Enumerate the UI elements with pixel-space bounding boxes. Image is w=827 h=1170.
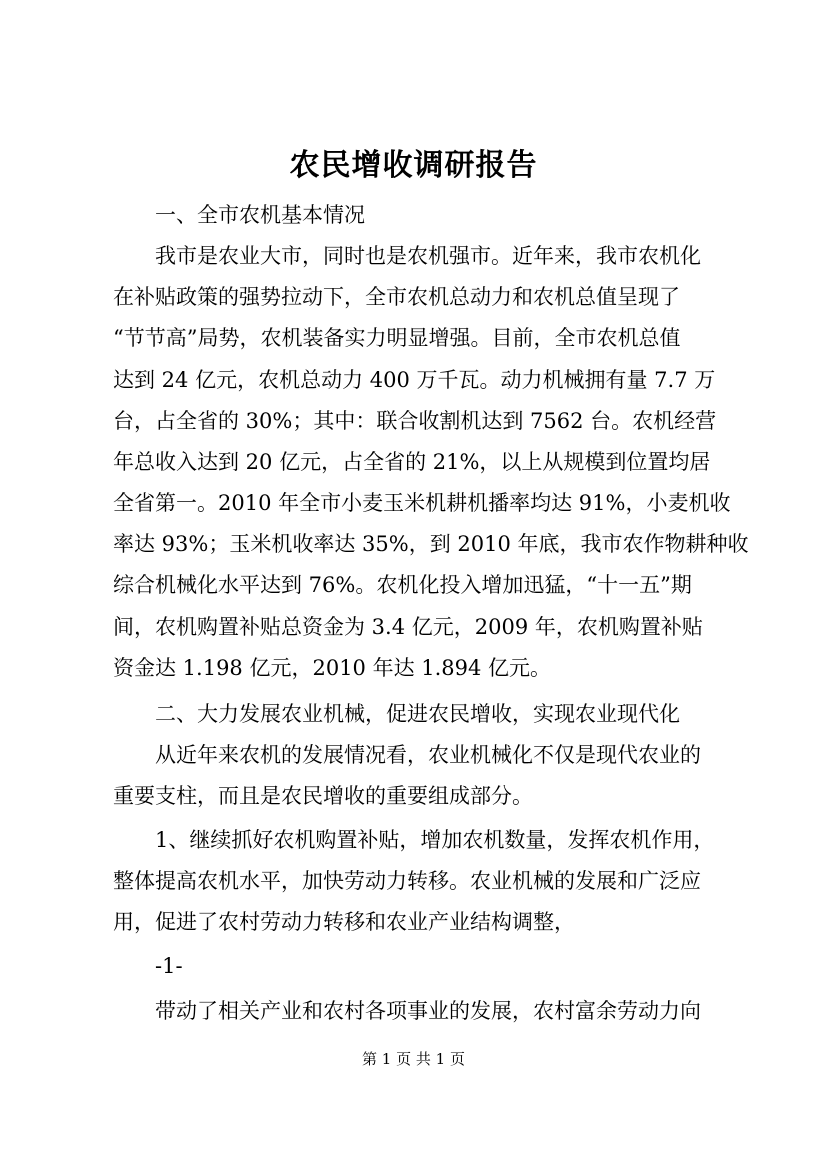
page-footer: 第 1 页 共 1 页 xyxy=(362,1050,465,1068)
paragraph-line: 带动了相关产业和农村各项事业的发展，农村富余劳动力向 xyxy=(155,999,701,1023)
paragraph-line: 台，占全省的 30%；其中：联合收割机达到 7562 台。农机经营 xyxy=(113,409,717,433)
paragraph-line: 我市是农业大市，同时也是农机强市。近年来，我市农机化 xyxy=(155,244,701,268)
paragraph-line: 整体提高农机水平，加快劳动力转移。农业机械的发展和广泛应 xyxy=(113,869,701,893)
paragraph-line: 年总收入达到 20 亿元，占全省的 21%，以上从规模到位置均居 xyxy=(113,450,711,474)
paragraph-line: 在补贴政策的强势拉动下，全市农机总动力和农机总值呈现了 xyxy=(113,285,680,309)
paragraph-line: “节节高”局势，农机装备实力明显增强。目前，全市农机总值 xyxy=(113,326,681,350)
paragraph-line: 间，农机购置补贴总资金为 3.4 亿元，2009 年，农机购置补贴 xyxy=(113,615,703,639)
section-heading-1: 一、全市农机基本情况 xyxy=(155,203,365,227)
paragraph-line: 重要支柱，而且是农民增收的重要组成部分。 xyxy=(113,784,533,808)
section-heading-2: 二、大力发展农业机械，促进农民增收，实现农业现代化 xyxy=(155,702,680,726)
paragraph-line: 资金达 1.198 亿元，2010 年达 1.894 亿元。 xyxy=(113,656,552,680)
document-title: 农民增收调研报告 xyxy=(289,148,538,183)
paragraph-line: 率达 93%；玉米机收率达 35%，到 2010 年底，我市农作物耕种收 xyxy=(113,532,749,556)
paragraph-line: 1、继续抓好农机购置补贴，增加农机数量，发挥农机作用， xyxy=(155,828,715,852)
inline-page-number: -1- xyxy=(155,954,183,978)
paragraph-line: 达到 24 亿元，农机总动力 400 万千瓦。动力机械拥有量 7.7 万 xyxy=(113,368,716,392)
paragraph-line: 全省第一。2010 年全市小麦玉米机耕机播率均达 91%，小麦机收 xyxy=(113,491,731,515)
paragraph-line: 从近年来农机的发展情况看，农业机械化不仅是现代农业的 xyxy=(155,743,701,767)
paragraph-line: 用，促进了农村劳动力转移和农业产业结构调整， xyxy=(113,910,575,934)
paragraph-line: 综合机械化水平达到 76%。农机化投入增加迅猛，“十一五”期 xyxy=(113,573,692,597)
